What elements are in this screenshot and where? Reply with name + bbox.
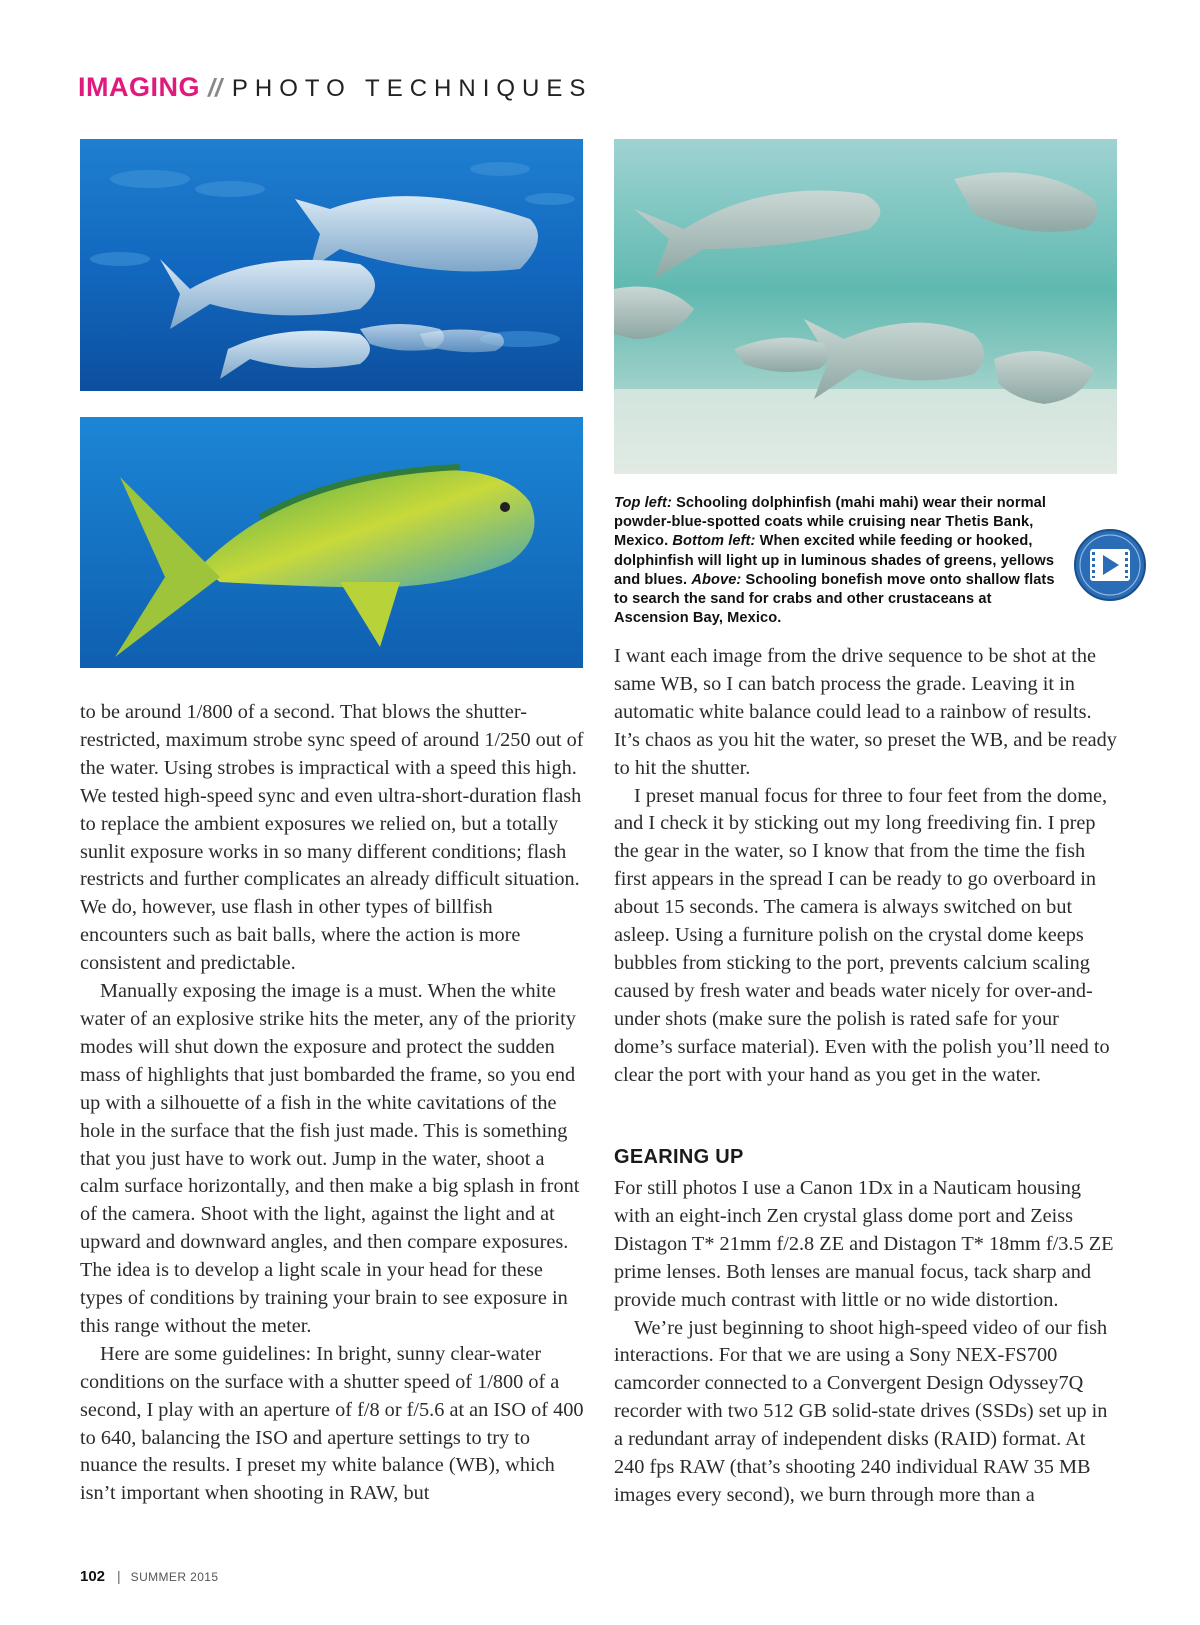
caption-label-top-left: Top left: <box>614 495 672 511</box>
right-paragraph-1: I want each image from the drive sequence to be shot at the same WB, so I can batch process the grade. Leaving it in automatic white balance could lead to a rainbow of results. It’s chaos as you hit the water, so preset the WB, and be ready to hit the shutter. <box>614 645 1117 779</box>
section-name: IMAGING <box>78 72 200 102</box>
page-number: 102 <box>80 1568 106 1585</box>
caption-label-bottom-left: Bottom left: <box>672 533 756 550</box>
subheading-gearing-up: GEARING UP <box>614 1146 744 1168</box>
caption-label-above: Above: <box>691 571 742 588</box>
photo-schooling-bonefish <box>614 139 1117 474</box>
right-column-bottom <box>614 1175 1119 1510</box>
caption-text-top-left: Schooling dolphinfish (mahi mahi) wear their normal powder-blue-spotted coats while cruising near Thetis Bank, Mexico. <box>614 495 1047 550</box>
photo-schooling-dolphinfish-image <box>80 139 583 391</box>
photo-schooling-bonefish-image <box>614 139 1117 474</box>
photo-caption <box>614 494 1066 628</box>
header-separator: // <box>208 74 222 102</box>
left-column <box>80 699 585 1508</box>
caption-text-above: Schooling bonefish move onto shallow flats to search the sand for crabs and other crustaceans at Ascension Bay, Mexico. <box>614 571 1055 627</box>
photo-lit-dolphinfish <box>80 417 583 668</box>
right-paragraph-3: For still photos I use a Canon 1Dx in a Nauticam housing with an eight-inch Zen crystal glass dome port and Zeiss Distagon T* 21mm f/2.8 ZE and Distagon T* 18mm f/3.5 ZE prime lenses. Both lenses are manual focus, tack sharp and provide much contrast with little or no wide distortion. <box>614 1177 1114 1311</box>
page-footer <box>80 1568 218 1585</box>
video-play-button[interactable] <box>1073 528 1147 602</box>
issue-date: SUMMER 2015 <box>130 1570 219 1584</box>
left-paragraph-2: Manually exposing the image is a must. When the white water of an explosive strike hits the meter, any of the priority modes will shut down the exposure and protect the sudden mass of highlights that just bombarded the frame, so you end up with a silhouette of a fish in the white cavitations of the hole in the surface that the fish just made. This is something that you just have to work out. Jump in the water, shoot a calm surface horizontally, and then make a big splash in front of the camera. Shoot with the light, against the light and at upward and downward angles, and then compare exposures. The idea is to develop a light scale in your head for these types of conditions by training your brain to see exposure in this range without the meter. <box>80 980 580 1337</box>
left-paragraph-3: Here are some guidelines: In bright, sunny clear-water conditions on the surface with a shutter speed of 1/800 of a second, I play with an aperture of f/8 or f/5.6 at an ISO of 400 to 640, balancing the ISO and aperture settings to try to nuance the results. I preset my white balance (WB), which isn’t important when shooting in RAW, but <box>80 1342 584 1505</box>
right-column-top <box>614 643 1119 1090</box>
right-paragraph-4: We’re just beginning to shoot high-speed video of our fish interactions. For that we are using a Sony NEX-FS700 camcorder connected to a Convergent Design Odyssey7Q recorder with two 512 GB solid-state drives (SSDs) set up in a redundant array of independent disks (RAID) format. At 240 fps RAW (that’s shooting 240 individual RAW 35 MB images every second), we burn through more than a <box>614 1316 1108 1506</box>
photo-lit-dolphinfish-image <box>80 417 583 668</box>
section-header <box>78 72 592 112</box>
left-paragraph-1: to be around 1/800 of a second. That blows the shutter-restricted, maximum strobe sync speed of around 1/250 out of the water. Using strobes is impractical with a speed this high. We tested high-speed sync and even ultra-short-duration flash to replace the ambient exposures we relied on, but a totally sunlit exposure works in so many different conditions; flash restricts and further complicates an already difficult situation. We do, however, use flash in other types of billfish encounters such as bait balls, where the action is more consistent and predictable. <box>80 701 584 975</box>
photo-schooling-dolphinfish <box>80 139 583 391</box>
right-paragraph-2: I preset manual focus for three to four feet from the dome, and I check it by sticking out my long freediving fin. I prep the gear in the water, so I know that from the time the fish first appears in the spread I can be ready to go overboard in about 15 seconds. The camera is always switched on but asleep. Using a furniture polish on the crystal dome keeps bubbles from sticking to the port, prevents calcium scaling caused by fresh water and beads water nicely for over-and-under shots (make sure the polish is rated safe for your dome’s surface material). Even with the polish you’ll need to clear the port with your hand as you get in the water. <box>614 784 1110 1086</box>
subsection-name: PHOTO TECHNIQUES <box>231 75 593 102</box>
caption-text-bottom-left: When excited while feeding or hooked, dolphinfish will light up in luminous shades of greens, yellows and blues. <box>614 533 1055 588</box>
video-play-icon <box>1073 528 1147 602</box>
footer-separator: | <box>117 1568 121 1584</box>
